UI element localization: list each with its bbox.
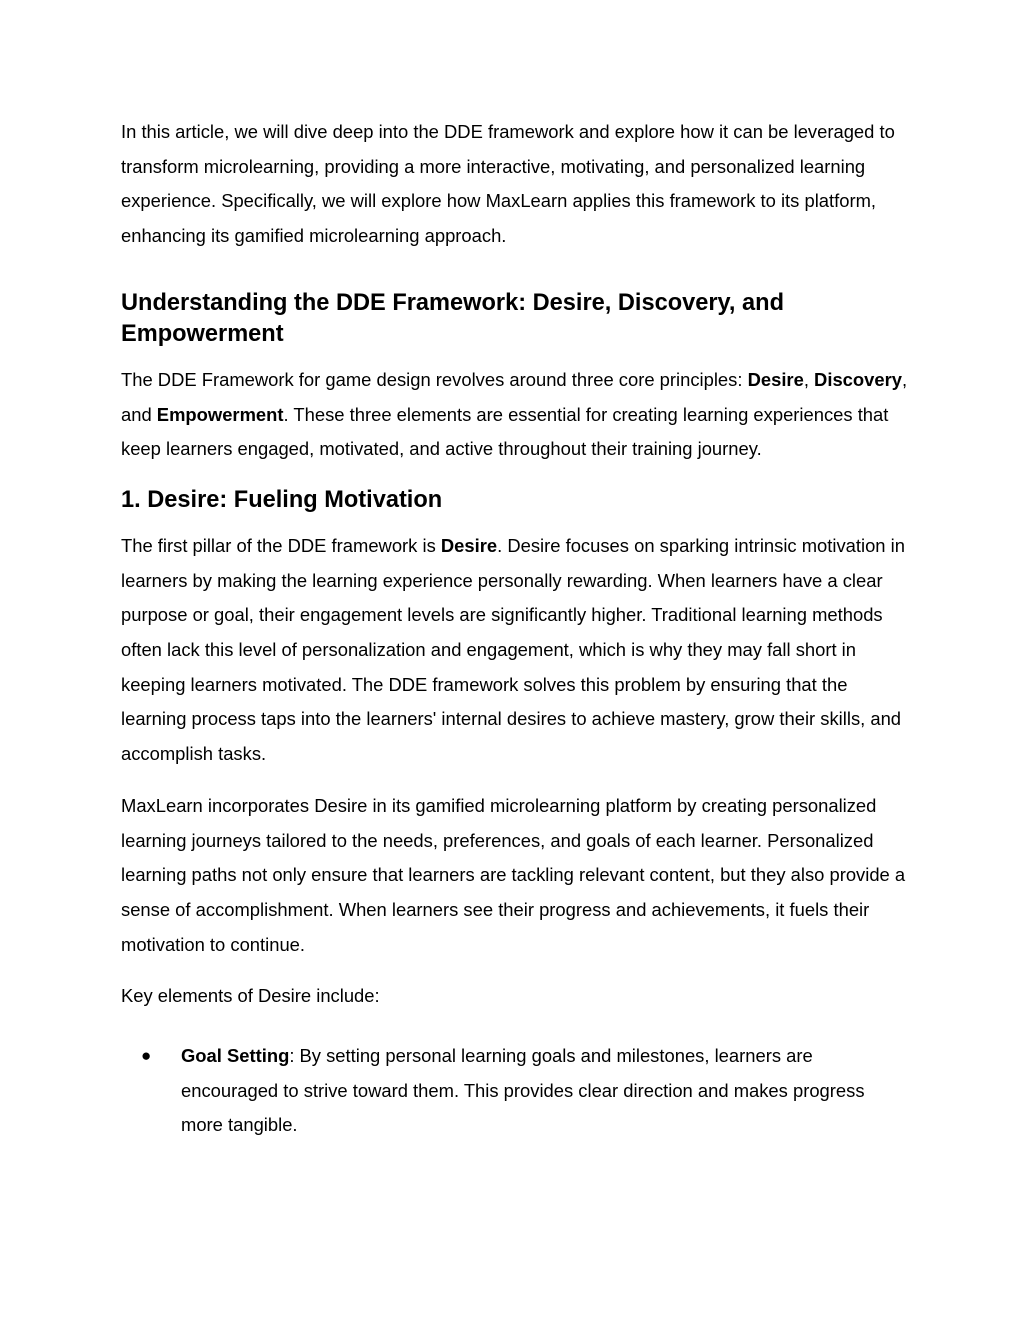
document-page: [121, 115, 911, 1143]
dde-framework-paragraph: [121, 363, 911, 467]
bold-term-discovery: Discovery: [814, 368, 902, 390]
text-run: . Desire focuses on sparking intrinsic motivation in learners by making the learning experience personally rewarding. When learners have a clear purpose or goal, their engagement levels are significantly higher. Traditional learning methods often lack this level of personalization and engagement, which is why they may fall short in keeping learners motivated. The DDE framework solves this problem by ensuring that the learning process taps into the learners' internal desires to achieve mastery, grow their skills, and accomplish tasks.: [121, 534, 905, 765]
desire-paragraph-1: [121, 529, 911, 772]
text-run: . These three elements are essential for creating learning experiences that keep learners engaged, motivated, and active throughout their training journey.: [121, 403, 889, 460]
bold-term-desire: Desire: [440, 534, 498, 556]
section-heading-dde-framework: Understanding the DDE Framework: Desire, Discovery, and Empowerment: [121, 289, 784, 347]
bold-term-desire: Desire: [747, 368, 804, 390]
desire-elements-list: [121, 1039, 911, 1143]
bold-term-empowerment: Empowerment: [156, 403, 284, 425]
bullet-icon: ●: [141, 1046, 152, 1066]
text-run: The DDE Framework for game design revolves around three core principles:: [121, 368, 748, 390]
section-heading-desire: 1. Desire: Fueling Motivation: [121, 486, 443, 513]
desire-paragraph-2: MaxLearn incorporates Desire in its gamified microlearning platform by creating personalized learning journeys tailored to the needs, preferences, and goals of each learner. Personalized learning paths not only ensure that learners are tackling relevant content, but they also provide a sense of accomplishment. When learners see their progress and achievements, it fuels their motivation to continue.: [121, 794, 906, 955]
text-run: The first pillar of the DDE framework is: [121, 534, 441, 556]
text-run: ,: [803, 368, 815, 390]
list-item: [121, 1039, 911, 1143]
desire-paragraph-3: Key elements of Desire include:: [121, 985, 380, 1007]
text-run: , and: [121, 368, 908, 425]
list-item-text: : By setting personal learning goals and milestones, learners are encouraged to strive toward them. This provides clear direction and makes progress more tangible.: [181, 1045, 865, 1136]
intro-paragraph: In this article, we will dive deep into the DDE framework and explore how it can be leveraged to transform microlearning, providing a more interactive, motivating, and personalized learning experience. Specifically, we will explore how MaxLearn applies this framework to its platform, enhancing its gamified microlearning approach.: [121, 121, 895, 247]
list-item-term: Goal Setting: [181, 1045, 290, 1067]
